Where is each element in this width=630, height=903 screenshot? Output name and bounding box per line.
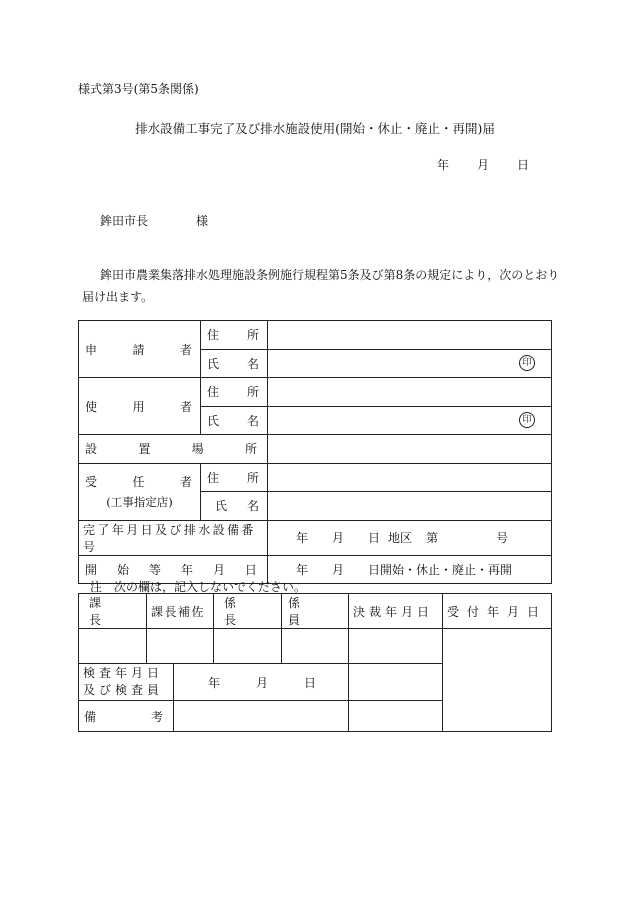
applicant-name-label: 氏 名 [201,349,268,378]
addressee [100,212,208,229]
header-subsection-chief: 係長 [214,594,282,629]
user-address-label: 住 所 [201,378,268,407]
applicant-address-field[interactable] [268,321,552,350]
user-address-field[interactable] [268,378,552,407]
remarks-field[interactable] [174,701,349,732]
applicant-name-field[interactable] [268,349,552,378]
header-section-chief: 課長 [79,594,147,629]
installation-location-field[interactable] [268,435,552,464]
completion-label: 完了年月日及び排水設備番号 [79,520,268,555]
inspection-label: 検査年月日 及び検査員 [79,664,174,701]
installation-location-label: 設 置 場 所 [79,435,268,464]
date-line [437,156,529,173]
seal-mark: 印 [519,355,535,371]
user-name-label: 氏 名 [201,406,268,435]
contractor-label: 受 任 者 (工事指定店) [79,463,201,520]
start-date-label: 開 始 等 年 月 日 [79,555,268,584]
office-use-table [78,593,552,732]
stamp-subsection-chief[interactable] [214,629,282,664]
document-title: 排水設備工事完了及び排水施設使用(開始・休止・廃止・再開)届 [135,121,495,136]
stamp-deputy-chief[interactable] [147,629,214,664]
contractor-name-label: 氏 名 [201,492,268,521]
date-year-label: 年 [437,158,450,172]
applicant-address-label: 住 所 [201,321,268,350]
user-name-field[interactable] [268,406,552,435]
remarks-label: 備 考 [79,701,174,732]
date-month-label: 月 [477,158,490,172]
stamp-approval-date[interactable] [349,629,443,664]
contractor-address-label: 住 所 [201,463,268,492]
remarks-extra-field[interactable] [349,701,443,732]
header-approval-date: 決裁年月日 [349,594,443,629]
stamp-receipt-date[interactable] [443,629,552,732]
office-use-note: 注 次の欄は，記入しないでください。 [90,580,307,594]
form-number: 様式第3号(第5条関係) [78,82,199,96]
application-table [78,320,552,584]
seal-mark: 印 [519,412,535,428]
inspection-extra-field[interactable] [349,664,443,701]
contractor-sub-label: (工事指定店) [106,495,173,509]
header-deputy-chief: 課長補佐 [147,594,214,629]
completion-field[interactable]: 年 月 日 地区 第 号 [268,520,552,555]
start-date-field[interactable]: 年 月 日開始・休止・廃止・再開 [268,555,552,584]
header-receipt-date: 受付年月日 [443,594,552,629]
inspection-field[interactable]: 年 月 日 [174,664,349,701]
user-label: 使 用 者 [79,378,201,435]
header-staff: 係員 [282,594,349,629]
body-text-line-2: 届け出ます。 [82,290,154,304]
applicant-label: 申 請 者 [79,321,201,378]
date-day-label: 日 [517,158,530,172]
contractor-name-field[interactable] [268,492,552,521]
addressee-honorific: 様 [196,214,209,228]
addressee-name: 鉾田市長 [100,214,149,228]
stamp-staff[interactable] [282,629,349,664]
body-text-line-1: 鉾田市農業集落排水処理施設条例施行規程第5条及び第8条の規定により，次のとおり [100,268,560,282]
stamp-section-chief[interactable] [79,629,147,664]
contractor-address-field[interactable] [268,463,552,492]
